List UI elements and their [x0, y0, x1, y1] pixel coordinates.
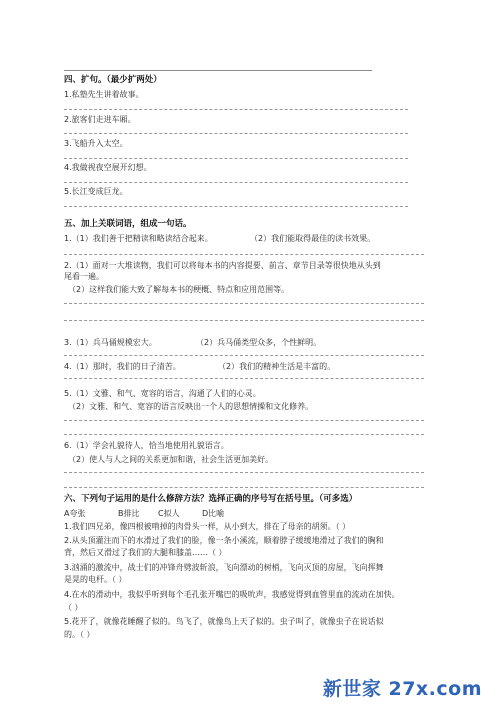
site-watermark [323, 674, 482, 701]
option-a: A夸张 [64, 509, 86, 518]
section-5-clause: （2）文雅、和气、宽容的语言反映出一个人的思想情操和文化修养。 [68, 402, 314, 411]
section-5-clause: 2.（1）面对一大堆读物，我们可以将每本书的内容提要、前言、章节目录等很快地从头到 [64, 261, 381, 270]
answer-line [64, 472, 424, 473]
answer-line [64, 378, 424, 379]
section-5-clause: 4.（1）那时，我们的日子清苦。 [64, 362, 181, 371]
answer-line [64, 109, 408, 110]
answer-line [64, 320, 424, 321]
section-4-item: 1.私塾先生讲着故事。 [64, 90, 144, 99]
section-6-line: 4.在水的滑动中，我似乎听到每个毛孔张开嘴巴的吸吮声，我感觉得到血管里血的流动在加快。 [64, 590, 400, 599]
answer-line [64, 70, 372, 71]
option-c: C拟人 [158, 509, 180, 518]
section-4-item: 4.我做视夜空展开幻想。 [64, 163, 152, 172]
section-5-clause: （2）兵马俑类型众多，个性鲜明。 [196, 338, 322, 347]
section-5-clause: 尾看一遍。 [64, 272, 104, 281]
section-6-line: 的。（ ） [64, 630, 95, 639]
section-6-line: 1.我们四兄弟，像四根被啃掉的肉骨头一样，从小到大，排在了母亲的胡须。（ ） [64, 522, 351, 531]
answer-line [64, 434, 424, 435]
answer-line [64, 487, 424, 488]
section-6-line: （ ） [64, 603, 83, 612]
section-5-clause: （2）这样我们能大致了解每本书的梗概、特点和应用范围等。 [68, 285, 290, 294]
section-5-clause: 6.（1）学会礼貌待人，恰当地使用礼貌语言。 [64, 441, 229, 450]
section-6-line: 2.从头顶灌注而下的水滑过了我们的脸，像一条小溪流，顺着脖子缓缓地滑过了我们的胸和 [64, 536, 384, 545]
section-5-heading: 五、加上关联词语，组成一句话。 [64, 219, 192, 229]
section-5-clause: （2）我们的精神生活是丰富的。 [218, 362, 336, 371]
section-5-clause: 1.（1）我们善于把精读和略读结合起来。 [64, 234, 213, 243]
answer-line [64, 158, 408, 159]
answer-line [64, 133, 408, 134]
section-6-line: 背，然后又滑过了我们的大腿和膝盖……（ ） [64, 548, 227, 557]
section-4-item: 5.长江变成巨龙。 [64, 187, 128, 196]
answer-line [64, 254, 424, 255]
section-4-item: 3.飞船升入太空。 [64, 139, 128, 148]
answer-line [64, 182, 408, 183]
answer-line [64, 303, 424, 304]
answer-line [64, 206, 408, 207]
section-6-line: 5.花开了，就像花睡醒了似的。鸟飞了，就像鸟上天了似的。虫子叫了，就像虫子在说话似 [64, 617, 384, 626]
answer-line [64, 420, 424, 421]
section-4-heading: 四、扩句。（最少扩两处） [64, 75, 162, 85]
option-b: B排比 [118, 509, 140, 518]
section-6-line: 3.汹涌的激流中，战士们的冲锋舟劈波斩浪，飞向漂动的树梢，飞向灭顶的房屋，飞向挥舞 [64, 563, 384, 572]
section-5-clause: 3.（1）兵马俑规模宏大。 [64, 338, 157, 347]
section-4-item: 2.旅客们走进车厢。 [64, 115, 136, 124]
section-6-heading: 六、下列句子运用的是什么修辞方法？选择正确的序号写在括号里。（可多选） [64, 494, 358, 504]
section-6-line: 是晃的电杆。（ ） [64, 575, 127, 584]
option-d: D比喻 [202, 509, 225, 518]
watermark-en: 27x.com [388, 678, 482, 700]
answer-line [64, 355, 424, 356]
section-5-clause: （2）我们能取得最佳的读书效果。 [250, 234, 376, 243]
watermark-cn: 新世家 [322, 678, 382, 700]
section-5-clause: 5.（1）文雅、和气、宽容的语言，沟通了人们的心灵。 [64, 389, 261, 398]
section-5-clause: （2）使人与人之间的关系更加和谐，社会生活更加美好。 [68, 455, 274, 464]
